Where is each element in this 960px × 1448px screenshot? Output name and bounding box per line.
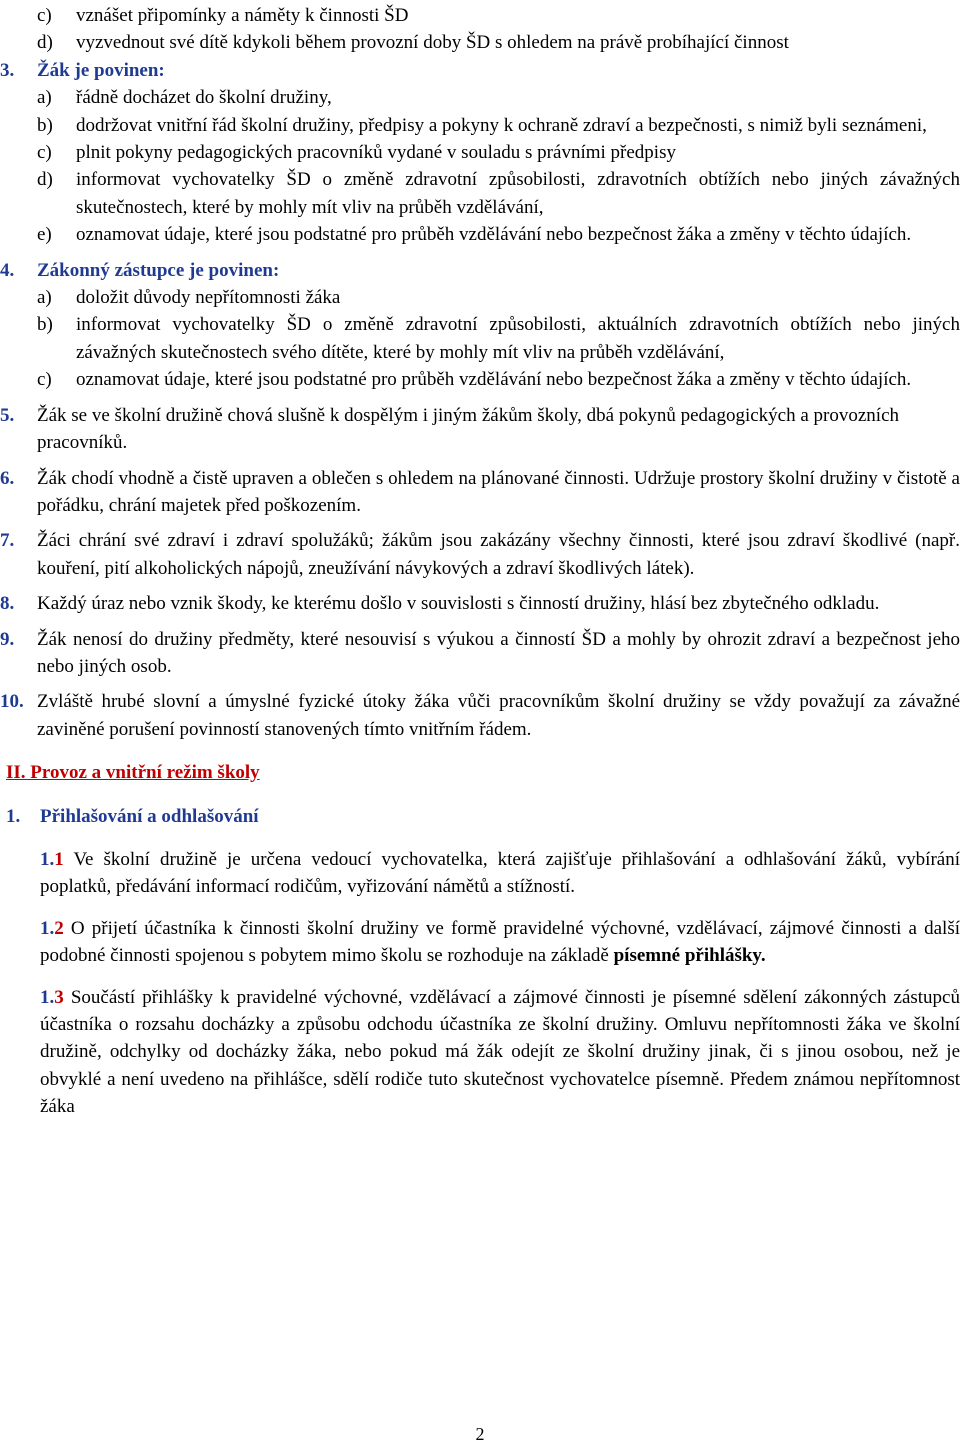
document-page (0, 2, 960, 1121)
item-letter: b) (37, 314, 53, 336)
point-number: 8. (0, 593, 15, 615)
chapter-title: II. Provoz a vnitřní režim školy (6, 762, 260, 784)
item-text: vznášet připomínky a náměty k činnosti ŠD (76, 5, 409, 26)
item-letter: c) (37, 369, 52, 391)
item-text: oznamovat údaje, které jsou podstatné pro průběh vzdělávání nebo bezpečnost žáka a změny v těchto údajích. (76, 224, 912, 246)
paragraph (0, 984, 960, 1121)
list-item (0, 84, 960, 111)
subsection-title: Přihlašování a odhlašování (40, 805, 259, 827)
item-letter: d) (37, 32, 53, 54)
item-letter: d) (37, 169, 53, 191)
item-text: vyzvednout své dítě kdykoli během provozní doby ŠD s ohledem na právě probíhající činnost (76, 32, 789, 54)
list-item (0, 366, 960, 393)
point-number: 7. (0, 530, 15, 552)
point-text: Žák chodí vhodně a čistě upraven a oblečen s ohledem na plánované činnosti. Udržuje prostory školní družiny v čistotě a pořádku, chrání majetek před poškozením. (37, 467, 960, 516)
item-text: informovat vychovatelky ŠD o změně zdravotní způsobilosti, aktuálních zdravotních obtížích nebo jiných závažných skutečnostech svého dítěte, které by mohly mít vliv na průběh vzdělávání, (76, 314, 960, 363)
item-letter: b) (37, 114, 53, 136)
item-text: informovat vychovatelky ŠD o změně zdravotní způsobilosti, zdravotních obtížích nebo jiných závažných skutečnostech, které by mohly mít vliv na průběh vzdělávání, (76, 169, 960, 218)
paragraph (0, 915, 960, 970)
item-letter: c) (37, 142, 52, 164)
list-item (0, 311, 960, 366)
point-text: Žák se ve školní družině chová slušně k dospělým i jiným žákům školy, dbá pokynů pedagogických a provozních pracovníků. (37, 404, 900, 454)
point-text: Žáci chrání své zdraví i zdraví spolužáků; žákům jsou zakázány všechny činnosti, které jsou zdraví škodlivé (např. kouření, pití alkoholických nápojů, zneužívání návykových a zdraví škodlivých látek). (37, 530, 960, 579)
list-item (0, 166, 960, 221)
item-text: oznamovat údaje, které jsou podstatné pro průběh vzdělávání nebo bezpečnost žáka a změny v těchto údajích. (76, 369, 912, 391)
subsection-heading (0, 803, 960, 830)
point-number: 10. (0, 691, 24, 713)
item-text: dodržovat vnitřní řád školní družiny, předpisy a pokyny k ochraně zdraví a bezpečnosti, s nimiž byli seznámeni, (76, 114, 927, 136)
item-letter: a) (37, 87, 52, 109)
list-item (0, 2, 960, 29)
point-number: 6. (0, 467, 15, 489)
numbered-point (0, 626, 960, 681)
item-text: řádně docházet do školní družiny, (76, 87, 332, 109)
numbered-point (0, 402, 960, 457)
paragraph-number: 1.1 (40, 848, 64, 870)
paragraph (0, 846, 960, 901)
point-text: Žák nenosí do družiny předměty, které nesouvisí s výukou a činností ŠD a mohly by ohrozit zdraví a bezpečnost jeho nebo jiných osob. (37, 628, 960, 677)
numbered-point (0, 590, 960, 617)
section-title: Žák je povinen: (37, 59, 165, 81)
numbered-point (0, 465, 960, 520)
point-number: 5. (0, 404, 15, 426)
paragraph-text: Součástí přihlášky k pravidelné výchovné, vzdělávací a zájmové činnosti je písemné sdělení zákonných zástupců účastníka o rozsahu docházky a způsobu odchodu účastníka ze školní družiny. Omluvu nepřítomnosti žáka ve školní družině, odchylky od docházky žáka, nebo pokud má žák odejít ze školní družiny jinak, či s jinou osobou, než je obvyklé a není uvedeno na přihlášce, sdělí rodiče tuto skutečnost vychovatelce písemně. Předem známou nepřítomnost žáka (40, 986, 960, 1118)
section-number: 3. (0, 59, 15, 81)
item-text: plnit pokyny pedagogických pracovníků vydané v souladu s právními předpisy (76, 142, 676, 164)
page-number: 2 (475, 1424, 485, 1444)
item-letter: c) (37, 5, 52, 26)
item-letter: e) (37, 224, 52, 246)
paragraph-number: 1.2 (40, 917, 64, 939)
paragraph-text: O přijetí účastníka k činnosti školní družiny ve formě pravidelné výchovné, vzdělávací, zájmové činnosti a další podobné činnosti spojenou s pobytem mimo školu se rozhoduje na základě (40, 917, 960, 967)
list-item (0, 29, 960, 56)
point-text: Zvláště hrubé slovní a úmyslné fyzické útoky žáka vůči pracovníkům školní družiny se vždy považují za závažné zaviněné porušení povinností stanovených tímto vnitřním řádem. (37, 691, 960, 740)
numbered-point (0, 527, 960, 582)
section-title: Zákonný zástupce je povinen: (37, 259, 280, 281)
section-number: 4. (0, 259, 15, 281)
item-text: doložit důvody nepřítomnosti žáka (76, 287, 341, 309)
point-text: Každý úraz nebo vznik škody, ke kterému došlo v souvislosti s činností družiny, hlásí bez zbytečného odkladu. (37, 593, 880, 615)
list-item (0, 139, 960, 166)
point-number: 9. (0, 628, 15, 650)
paragraph-number: 1.3 (40, 986, 64, 1008)
paragraph-bold-tail: písemné přihlášky. (613, 945, 766, 967)
section-4-heading (0, 257, 960, 284)
item-letter: a) (37, 287, 52, 309)
chapter-heading (0, 759, 960, 786)
numbered-point (0, 688, 960, 743)
list-item (0, 221, 960, 248)
paragraph-text: Ve školní družině je určena vedoucí vychovatelka, která zajišťuje přihlašování a odhlašování žáků, vybírání poplatků, předávání informací rodičům, vyřizování námětů a stížností. (40, 848, 960, 898)
section-3-heading (0, 57, 960, 84)
list-item (0, 112, 960, 139)
list-item (0, 284, 960, 311)
subsection-number: 1. (6, 805, 21, 827)
